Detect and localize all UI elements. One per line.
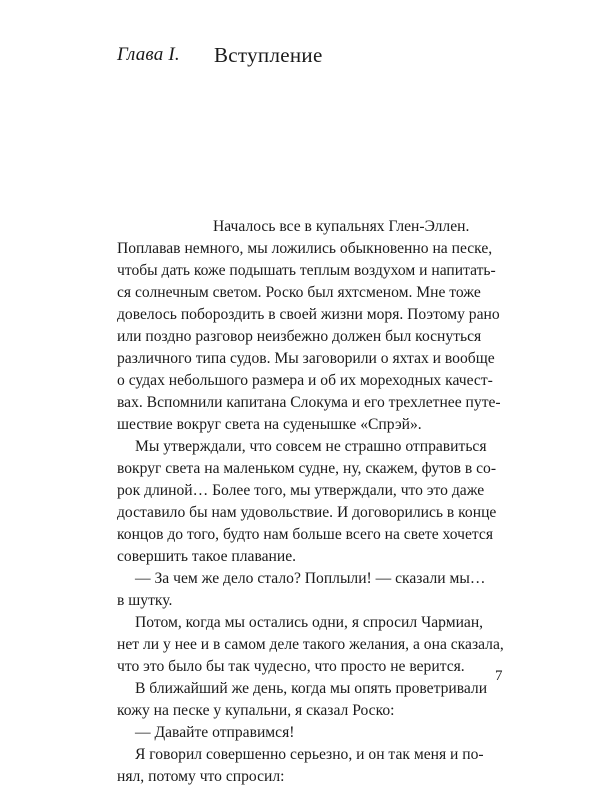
text-line: что это было бы так чудесно, что просто не верится. (117, 658, 465, 675)
text-line: шествие вокруг света на суденышке «Спрэй». (117, 416, 422, 433)
text-line: нял, потому что спросил: (117, 768, 285, 785)
text-line: вах. Вспомнили капитана Слокума и его трехлетнее путе- (117, 394, 501, 411)
page-number: 7 (495, 668, 503, 684)
text-line: довелось побороздить в своей жизни моря. Поэтому рано (117, 306, 500, 323)
text-line: Мы утверждали, что совсем не страшно отправиться (135, 438, 487, 455)
text-line: концов до того, будто нам больше всего на свете хочется (117, 526, 494, 543)
text-line: различного типа судов. Мы заговорили о яхтах и вообще (117, 350, 495, 367)
text-line: нет ли у нее и в самом деле такого желания, а она сказала, (117, 636, 504, 653)
text-line: кожу на песке у купальни, я сказал Роско: (117, 702, 395, 719)
text-line: рок длиной… Более того, мы утверждали, что это даже (117, 482, 485, 499)
chapter-label: Глава I. (117, 44, 180, 65)
text-line: — За чем же дело стало? Поплыли! — сказали мы… (135, 570, 486, 587)
chapter-title: Вступление (214, 43, 323, 67)
text-line: Началось все в купальнях Глен-Эллен. (213, 218, 470, 235)
body-text (117, 216, 504, 788)
text-line: — Давайте отправимся! (135, 724, 295, 741)
text-line: в шутку. (117, 592, 173, 609)
text-line: чтобы дать коже подышать теплым воздухом и напитать- (117, 262, 496, 279)
text-line: Потом, когда мы остались одни, я спросил Чармиан, (135, 614, 484, 631)
text-line: В ближайший же день, когда мы опять проветривали (135, 680, 488, 697)
text-line: совершить такое плавание. (117, 548, 297, 565)
text-line: о судах небольшого размера и об их мореходных качест- (117, 372, 493, 389)
text-line: доставило бы нам удовольствие. И договорились в конце (117, 504, 497, 521)
text-line: или поздно разговор неизбежно должен был коснуться (117, 328, 482, 345)
text-line: Поплавав немного, мы ложились обыкновенно на песке, (117, 240, 493, 257)
text-line: вокруг света на маленьком судне, ну, скажем, футов в со- (117, 460, 497, 477)
text-line: Я говорил совершенно серьезно, и он так меня и по- (135, 746, 484, 763)
text-line: ся солнечным светом. Роско был яхтсменом. Мне тоже (117, 284, 481, 301)
